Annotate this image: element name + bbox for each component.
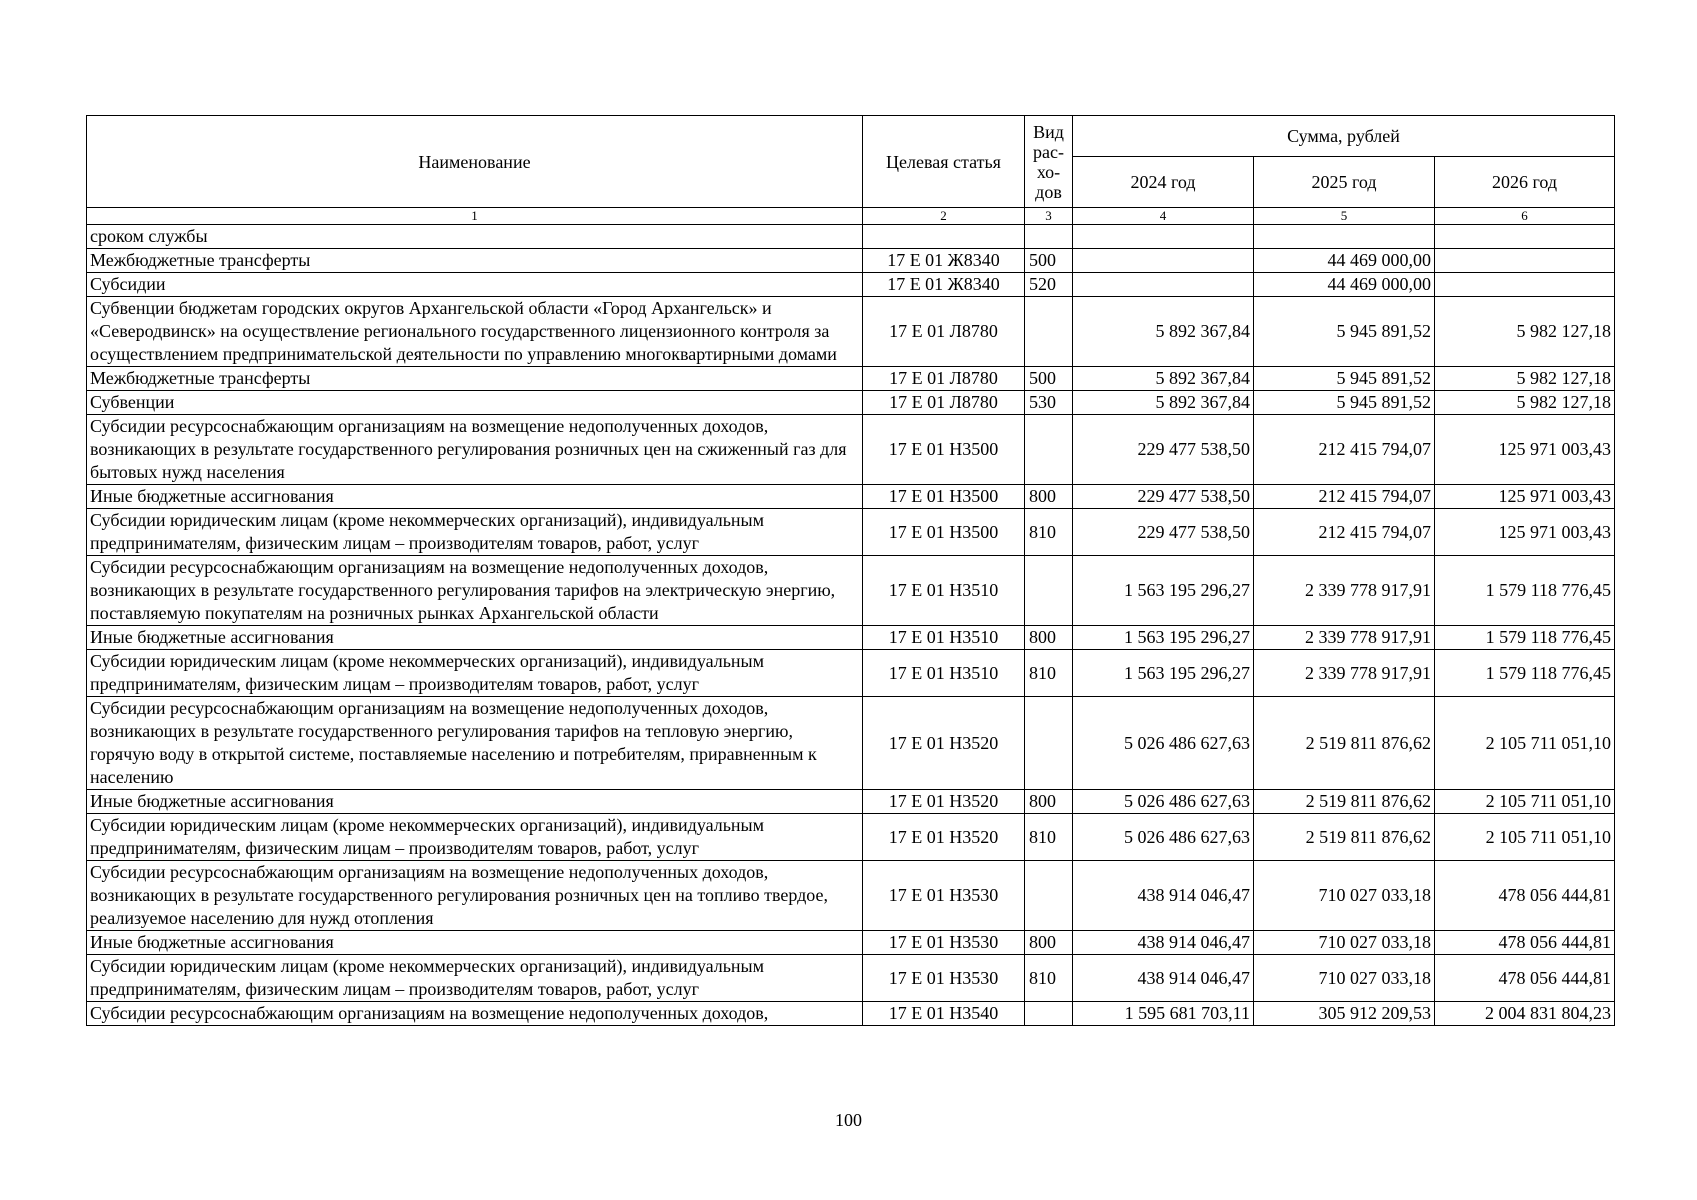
row-amount-2024: 1 563 195 296,27 <box>1073 626 1254 650</box>
header-kind-line: хо- <box>1036 161 1061 182</box>
table-row <box>87 273 1615 297</box>
table-row <box>87 650 1615 697</box>
table-row <box>87 509 1615 556</box>
row-name: Субсидии ресурсоснабжающим организациям на возмещение недополученных доходов, возникающих в результате государственного регулирования розничных цен на топливо твердое, реализуемое населению для нужд отопления <box>87 861 863 931</box>
header-name: Наименование <box>87 116 863 208</box>
table-row <box>87 814 1615 861</box>
row-target-code: 17 Е 01 Л8780 <box>863 367 1025 391</box>
row-target-code: 17 Е 01 Н3510 <box>863 650 1025 697</box>
table-row <box>87 790 1615 814</box>
row-expense-kind: 800 <box>1025 485 1073 509</box>
row-amount-2025: 2 519 811 876,62 <box>1254 790 1435 814</box>
row-amount-2025 <box>1254 225 1435 249</box>
row-target-code <box>863 225 1025 249</box>
row-name: Межбюджетные трансферты <box>87 249 863 273</box>
row-amount-2024: 5 892 367,84 <box>1073 391 1254 415</box>
row-name: Иные бюджетные ассигнования <box>87 485 863 509</box>
column-number: 4 <box>1073 208 1254 225</box>
row-amount-2025: 212 415 794,07 <box>1254 485 1435 509</box>
header-year-2024: 2024 год <box>1073 157 1254 208</box>
table-row <box>87 1002 1615 1026</box>
table-row <box>87 861 1615 931</box>
row-amount-2024: 5 892 367,84 <box>1073 297 1254 367</box>
row-amount-2026: 1 579 118 776,45 <box>1435 556 1615 626</box>
row-amount-2025: 2 519 811 876,62 <box>1254 697 1435 790</box>
row-name: Межбюджетные трансферты <box>87 367 863 391</box>
row-amount-2026: 2 105 711 051,10 <box>1435 790 1615 814</box>
table-header <box>87 116 1615 225</box>
table-row <box>87 367 1615 391</box>
row-amount-2024: 438 914 046,47 <box>1073 931 1254 955</box>
table-row <box>87 697 1615 790</box>
header-kind-line: рас- <box>1033 141 1064 162</box>
row-name: Субсидии ресурсоснабжающим организациям на возмещение недополученных доходов, возникающих в результате государственного регулирования тарифов на электрическую энергию, поставляемую покупателям на розничных рынках Архангельской области <box>87 556 863 626</box>
row-expense-kind <box>1025 225 1073 249</box>
row-expense-kind: 810 <box>1025 955 1073 1002</box>
row-expense-kind: 800 <box>1025 626 1073 650</box>
row-amount-2025: 5 945 891,52 <box>1254 391 1435 415</box>
row-target-code: 17 Е 01 Н3520 <box>863 814 1025 861</box>
row-amount-2026 <box>1435 225 1615 249</box>
row-amount-2024: 1 595 681 703,11 <box>1073 1002 1254 1026</box>
column-number: 2 <box>863 208 1025 225</box>
row-name: Иные бюджетные ассигнования <box>87 790 863 814</box>
row-amount-2026: 125 971 003,43 <box>1435 415 1615 485</box>
row-amount-2025: 2 519 811 876,62 <box>1254 814 1435 861</box>
row-amount-2026: 2 105 711 051,10 <box>1435 814 1615 861</box>
row-amount-2026: 2 105 711 051,10 <box>1435 697 1615 790</box>
row-expense-kind: 530 <box>1025 391 1073 415</box>
column-number: 5 <box>1254 208 1435 225</box>
column-number: 3 <box>1025 208 1073 225</box>
row-name: Иные бюджетные ассигнования <box>87 626 863 650</box>
row-name: Субвенции <box>87 391 863 415</box>
row-name: Субсидии ресурсоснабжающим организациям на возмещение недополученных доходов, <box>87 1002 863 1026</box>
row-amount-2025: 2 339 778 917,91 <box>1254 556 1435 626</box>
row-amount-2026: 5 982 127,18 <box>1435 391 1615 415</box>
row-expense-kind <box>1025 297 1073 367</box>
row-amount-2025: 305 912 209,53 <box>1254 1002 1435 1026</box>
row-amount-2024: 1 563 195 296,27 <box>1073 556 1254 626</box>
row-target-code: 17 Е 01 Н3540 <box>863 1002 1025 1026</box>
table-row <box>87 297 1615 367</box>
row-target-code: 17 Е 01 Н3530 <box>863 861 1025 931</box>
row-amount-2025: 212 415 794,07 <box>1254 509 1435 556</box>
row-amount-2024 <box>1073 249 1254 273</box>
row-amount-2026: 478 056 444,81 <box>1435 861 1615 931</box>
header-year-2025: 2025 год <box>1254 157 1435 208</box>
row-amount-2025: 212 415 794,07 <box>1254 415 1435 485</box>
row-expense-kind: 800 <box>1025 790 1073 814</box>
row-expense-kind <box>1025 861 1073 931</box>
row-amount-2024: 1 563 195 296,27 <box>1073 650 1254 697</box>
row-name: Субсидии юридическим лицам (кроме некоммерческих организаций), индивидуальным предпринимателям, физическим лицам – производителям товаров, работ, услуг <box>87 509 863 556</box>
row-name: сроком службы <box>87 225 863 249</box>
row-expense-kind <box>1025 1002 1073 1026</box>
row-amount-2026: 125 971 003,43 <box>1435 509 1615 556</box>
row-amount-2025: 2 339 778 917,91 <box>1254 650 1435 697</box>
row-target-code: 17 Е 01 Н3520 <box>863 790 1025 814</box>
row-target-code: 17 Е 01 Н3500 <box>863 415 1025 485</box>
table-row <box>87 931 1615 955</box>
row-amount-2025: 710 027 033,18 <box>1254 931 1435 955</box>
row-amount-2025: 5 945 891,52 <box>1254 297 1435 367</box>
row-target-code: 17 Е 01 Н3500 <box>863 485 1025 509</box>
row-target-code: 17 Е 01 Ж8340 <box>863 249 1025 273</box>
row-amount-2026: 125 971 003,43 <box>1435 485 1615 509</box>
row-target-code: 17 Е 01 Л8780 <box>863 297 1025 367</box>
row-amount-2024: 229 477 538,50 <box>1073 485 1254 509</box>
row-amount-2025: 710 027 033,18 <box>1254 955 1435 1002</box>
row-amount-2024: 229 477 538,50 <box>1073 415 1254 485</box>
header-kind <box>1025 116 1073 208</box>
row-amount-2025: 5 945 891,52 <box>1254 367 1435 391</box>
row-target-code: 17 Е 01 Ж8340 <box>863 273 1025 297</box>
table-row <box>87 485 1615 509</box>
row-amount-2024 <box>1073 273 1254 297</box>
row-amount-2024: 5 892 367,84 <box>1073 367 1254 391</box>
row-amount-2025: 2 339 778 917,91 <box>1254 626 1435 650</box>
row-expense-kind: 810 <box>1025 814 1073 861</box>
table-row <box>87 626 1615 650</box>
table-row <box>87 225 1615 249</box>
row-name: Субсидии ресурсоснабжающим организациям на возмещение недополученных доходов, возникающих в результате государственного регулирования розничных цен на сжиженный газ для бытовых нужд населения <box>87 415 863 485</box>
row-target-code: 17 Е 01 Н3530 <box>863 931 1025 955</box>
row-amount-2026: 478 056 444,81 <box>1435 931 1615 955</box>
header-kind-line: дов <box>1035 181 1062 202</box>
row-expense-kind <box>1025 556 1073 626</box>
row-expense-kind: 500 <box>1025 367 1073 391</box>
row-target-code: 17 Е 01 Н3530 <box>863 955 1025 1002</box>
row-target-code: 17 Е 01 Н3510 <box>863 556 1025 626</box>
table-row <box>87 415 1615 485</box>
row-amount-2024: 5 026 486 627,63 <box>1073 697 1254 790</box>
table-row <box>87 249 1615 273</box>
row-expense-kind: 810 <box>1025 650 1073 697</box>
header-year-2026: 2026 год <box>1435 157 1615 208</box>
row-amount-2026: 5 982 127,18 <box>1435 367 1615 391</box>
budget-table <box>86 115 1615 1026</box>
row-amount-2024: 5 026 486 627,63 <box>1073 814 1254 861</box>
row-expense-kind: 800 <box>1025 931 1073 955</box>
row-expense-kind: 500 <box>1025 249 1073 273</box>
row-name: Субсидии ресурсоснабжающим организациям на возмещение недополученных доходов, возникающих в результате государственного регулирования тарифов на тепловую энергию, горячую воду в открытой системе, поставляемые населению и потребителям, приравненным к населению <box>87 697 863 790</box>
row-expense-kind: 520 <box>1025 273 1073 297</box>
row-amount-2025: 710 027 033,18 <box>1254 861 1435 931</box>
row-expense-kind <box>1025 697 1073 790</box>
row-amount-2024 <box>1073 225 1254 249</box>
table-body <box>87 225 1615 1026</box>
table-row <box>87 955 1615 1002</box>
column-numbers-row <box>87 208 1615 225</box>
row-amount-2024: 229 477 538,50 <box>1073 509 1254 556</box>
row-target-code: 17 Е 01 Н3500 <box>863 509 1025 556</box>
row-amount-2026: 1 579 118 776,45 <box>1435 650 1615 697</box>
row-amount-2026 <box>1435 273 1615 297</box>
row-name: Субсидии <box>87 273 863 297</box>
row-amount-2026 <box>1435 249 1615 273</box>
table-row <box>87 391 1615 415</box>
row-target-code: 17 Е 01 Н3510 <box>863 626 1025 650</box>
row-amount-2026: 478 056 444,81 <box>1435 955 1615 1002</box>
row-amount-2025: 44 469 000,00 <box>1254 249 1435 273</box>
column-number: 1 <box>87 208 863 225</box>
row-name: Субсидии юридическим лицам (кроме некоммерческих организаций), индивидуальным предпринимателям, физическим лицам – производителям товаров, работ, услуг <box>87 650 863 697</box>
page-number: 100 <box>835 1110 862 1130</box>
header-target: Целевая статья <box>863 116 1025 208</box>
row-target-code: 17 Е 01 Н3520 <box>863 697 1025 790</box>
row-target-code: 17 Е 01 Л8780 <box>863 391 1025 415</box>
row-amount-2026: 2 004 831 804,23 <box>1435 1002 1615 1026</box>
row-expense-kind <box>1025 415 1073 485</box>
row-name: Иные бюджетные ассигнования <box>87 931 863 955</box>
row-amount-2024: 5 026 486 627,63 <box>1073 790 1254 814</box>
column-number: 6 <box>1435 208 1615 225</box>
row-name: Субсидии юридическим лицам (кроме некоммерческих организаций), индивидуальным предпринимателям, физическим лицам – производителям товаров, работ, услуг <box>87 955 863 1002</box>
header-kind-line: Вид <box>1033 121 1064 142</box>
row-expense-kind: 810 <box>1025 509 1073 556</box>
row-name: Субсидии юридическим лицам (кроме некоммерческих организаций), индивидуальным предпринимателям, физическим лицам – производителям товаров, работ, услуг <box>87 814 863 861</box>
row-amount-2026: 1 579 118 776,45 <box>1435 626 1615 650</box>
header-sum: Сумма, рублей <box>1073 116 1615 157</box>
row-amount-2025: 44 469 000,00 <box>1254 273 1435 297</box>
row-amount-2026: 5 982 127,18 <box>1435 297 1615 367</box>
row-amount-2024: 438 914 046,47 <box>1073 955 1254 1002</box>
row-name: Субвенции бюджетам городских округов Архангельской области «Город Архангельск» и «Северодвинск» на осуществление регионального государственного лицензионного контроля за осуществлением предпринимательской деятельности по управлению многоквартирными домами <box>87 297 863 367</box>
table-row <box>87 556 1615 626</box>
row-amount-2024: 438 914 046,47 <box>1073 861 1254 931</box>
